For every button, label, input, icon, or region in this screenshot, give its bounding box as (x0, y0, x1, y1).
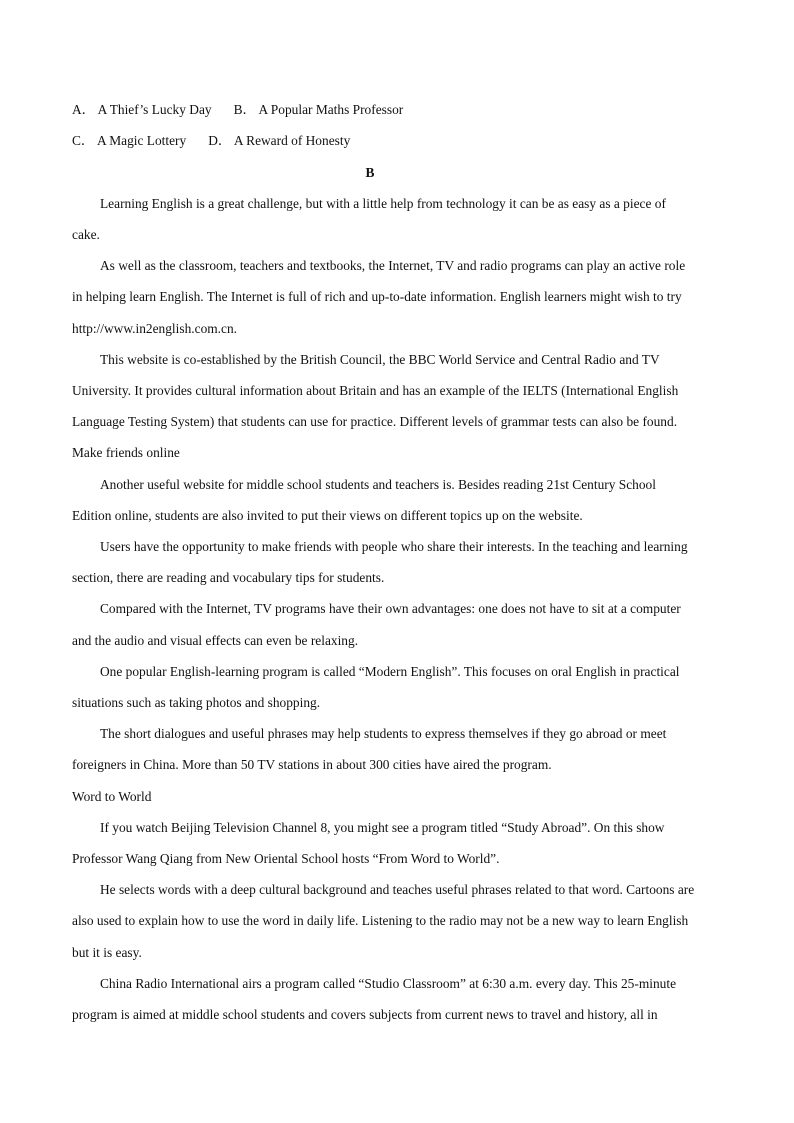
paragraph-line: situations such as taking photos and shopping. (72, 695, 321, 710)
subheading-make-friends-online: Make friends online (72, 445, 180, 460)
paragraph-line: Compared with the Internet, TV programs have their own advantages: one does not have to sit at a computer (100, 601, 681, 616)
paragraph-line: China Radio International airs a program called “Studio Classroom” at 6:30 a.m. every day. This 25-minute (100, 976, 677, 991)
paragraph-line: Language Testing System) that students can use for practice. Different levels of grammar tests can also be found. (72, 414, 678, 429)
paragraph-line: The short dialogues and useful phrases may help students to express themselves if they go abroad or meet (100, 726, 667, 741)
website-link[interactable]: http://www.in2english.com.cn. (72, 321, 238, 336)
option-b[interactable] (234, 99, 404, 121)
answer-options-row-2 (72, 130, 724, 152)
paragraph-line: cake. (72, 227, 100, 242)
paragraph-line: section, there are reading and vocabulary tips for students. (72, 570, 385, 585)
paragraph-line: University. It provides cultural information about Britain and has an example of the IELTS (International English (72, 383, 679, 398)
paragraph-line: Users have the opportunity to make friends with people who share their interests. In the teaching and learning (100, 539, 688, 554)
paragraph-line: This website is co-established by the British Council, the BBC World Service and Central Radio and TV (100, 352, 660, 367)
paragraph-line: Edition online, students are also invited to put their views on different topics up on the website. (72, 508, 583, 523)
option-a-label: A． (72, 102, 96, 117)
paragraph-line: also used to explain how to use the word in daily life. Listening to the radio may not be a new way to learn English (72, 913, 689, 928)
option-a[interactable] (72, 99, 212, 121)
answer-options-row-1 (72, 99, 724, 121)
paragraph-line: Professor Wang Qiang from New Oriental School hosts “From Word to World”. (72, 851, 500, 866)
paragraph-line: Learning English is a great challenge, but with a little help from technology it can be as easy as a piece of (100, 196, 666, 211)
paragraph-line: program is aimed at middle school students and covers subjects from current news to travel and history, all in (72, 1007, 658, 1022)
option-d-text: A Reward of Honesty (233, 133, 351, 148)
section-heading: B (365, 165, 375, 180)
option-c-text: A Magic Lottery (96, 133, 187, 148)
paragraph-line: but it is easy. (72, 945, 142, 960)
option-d-label: D． (208, 133, 232, 148)
paragraph-line: As well as the classroom, teachers and textbooks, the Internet, TV and radio programs can play an active role (100, 258, 686, 273)
paragraph-line: in helping learn English. The Internet is full of rich and up-to-date information. English learners might wish to try (72, 289, 682, 304)
paragraph-line: If you watch Beijing Television Channel 8, you might see a program titled “Study Abroad”. On this show (100, 820, 665, 835)
option-d[interactable] (208, 130, 350, 152)
option-c[interactable] (72, 130, 186, 152)
option-b-label: B． (233, 102, 256, 117)
subheading-word-to-world: Word to World (72, 789, 152, 804)
option-c-label: C． (72, 133, 95, 148)
option-a-text: A Thief’s Lucky Day (97, 102, 212, 117)
paragraph-line: foreigners in China. More than 50 TV stations in about 300 cities have aired the program. (72, 757, 552, 772)
option-b-text: A Popular Maths Professor (258, 102, 404, 117)
paragraph-line: and the audio and visual effects can even be relaxing. (72, 633, 359, 648)
paragraph-line: Another useful website for middle school students and teachers is. Besides reading 21st Century School (100, 477, 656, 492)
paragraph-line: One popular English-learning program is called “Modern English”. This focuses on oral English in practical (100, 664, 680, 679)
paragraph-line: He selects words with a deep cultural background and teaches useful phrases related to that word. Cartoons are (100, 882, 695, 897)
